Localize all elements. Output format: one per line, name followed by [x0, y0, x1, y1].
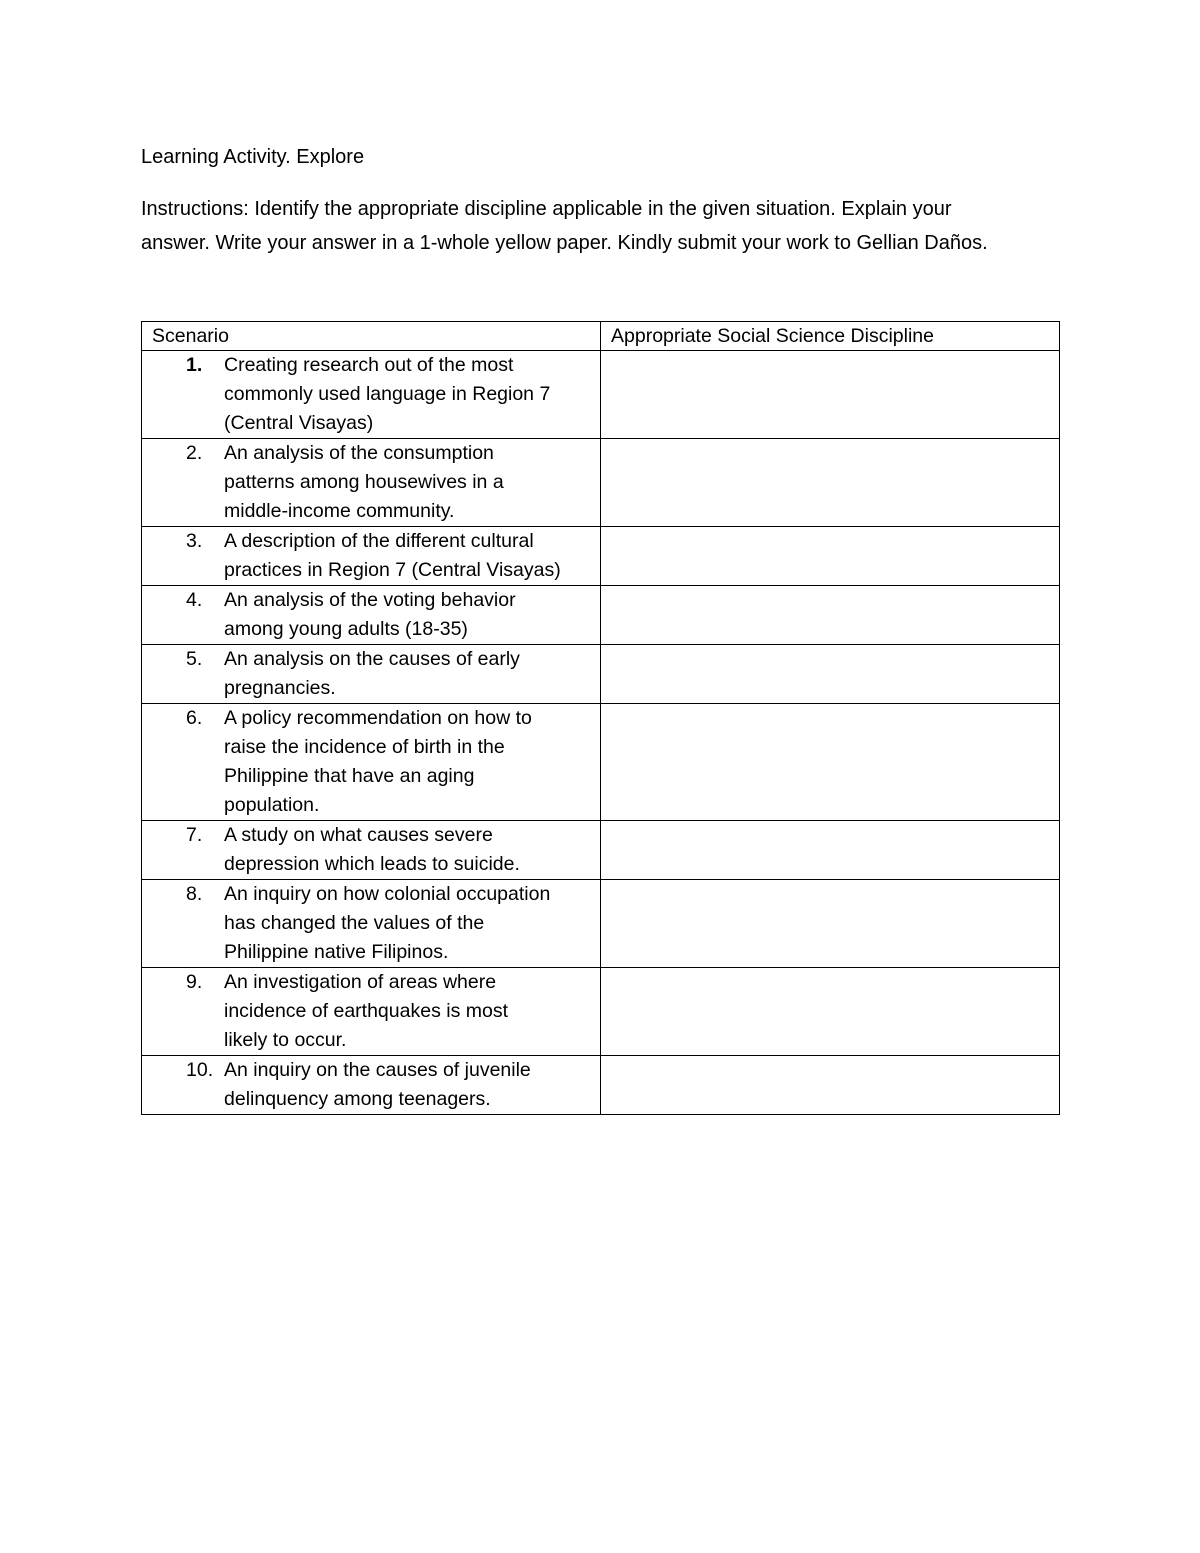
scenario-text: An inquiry on how colonial occupation [224, 883, 551, 905]
scenario-text: A study on what causes severe [224, 824, 493, 846]
scenario-text: incidence of earthquakes is most [224, 1000, 508, 1022]
scenario-text: Creating research out of the most [224, 354, 514, 376]
scenario-cell [142, 645, 601, 704]
discipline-answer-cell[interactable] [601, 1056, 1060, 1115]
scenario-text: A policy recommendation on how to [224, 707, 532, 729]
scenario-item-line [142, 380, 600, 409]
scenario-number: 10. [186, 1059, 214, 1081]
scenario-item-line [142, 556, 600, 585]
table-row [142, 821, 1060, 880]
scenario-cell [142, 527, 601, 586]
scenario-item-first-line [142, 645, 600, 674]
scenario-number: 3. [186, 530, 203, 552]
scenario-text: A description of the different cultural [224, 530, 534, 552]
table-row [142, 351, 1060, 439]
scenario-cell [142, 968, 601, 1056]
scenario-number-slot [142, 468, 224, 497]
scenario-text: delinquency among teenagers. [224, 1088, 491, 1110]
scenario-number-slot [142, 997, 224, 1026]
scenario-item-first-line [142, 1056, 600, 1085]
scenario-item-line [142, 762, 600, 791]
scenario-text: practices in Region 7 (Central Visayas) [224, 559, 561, 581]
scenario-text: An inquiry on the causes of juvenile [224, 1059, 531, 1081]
scenario-number-slot [142, 409, 224, 438]
scenario-number: 6. [186, 707, 203, 729]
scenario-number-slot [142, 704, 224, 733]
scenario-number-slot [142, 1056, 224, 1085]
table-row [142, 586, 1060, 645]
header-discipline: Appropriate Social Science Discipline [601, 322, 1060, 351]
scenario-item-first-line [142, 439, 600, 468]
scenario-item-line [142, 997, 600, 1026]
scenario-item-line [142, 909, 600, 938]
scenario-item-first-line [142, 527, 600, 556]
scenario-item-first-line [142, 968, 600, 997]
discipline-answer-cell[interactable] [601, 821, 1060, 880]
table-row [142, 968, 1060, 1056]
scenario-number: 4. [186, 589, 203, 611]
scenario-text: patterns among housewives in a [224, 471, 504, 493]
instructions-paragraph [141, 192, 1041, 260]
table-row [142, 527, 1060, 586]
scenario-item-line [142, 1085, 600, 1114]
discipline-answer-cell[interactable] [601, 351, 1060, 439]
scenario-text: middle-income community. [224, 500, 455, 522]
scenario-text: has changed the values of the [224, 912, 485, 934]
scenario-number-slot [142, 380, 224, 409]
table-row [142, 704, 1060, 821]
scenario-cell [142, 351, 601, 439]
instructions-line: answer. Write your answer in a 1-whole yellow paper. Kindly submit your work to Gellian Daños. [141, 232, 988, 254]
scenario-item-first-line [142, 704, 600, 733]
table-header-row [142, 322, 1060, 351]
scenario-text: commonly used language in Region 7 [224, 383, 551, 405]
scenario-item-first-line [142, 586, 600, 615]
scenario-text: raise the incidence of birth in the [224, 736, 505, 758]
scenario-number: 9. [186, 971, 203, 993]
scenario-text: Philippine that have an aging [224, 765, 475, 787]
table-row [142, 645, 1060, 704]
scenario-number: 8. [186, 883, 203, 905]
scenario-item-line [142, 1026, 600, 1055]
header-scenario: Scenario [142, 322, 601, 351]
activity-table [141, 321, 1060, 1115]
scenario-number-slot [142, 909, 224, 938]
scenario-number-slot [142, 762, 224, 791]
scenario-text: Philippine native Filipinos. [224, 941, 449, 963]
scenario-text: (Central Visayas) [224, 412, 374, 434]
scenario-text: An analysis on the causes of early [224, 648, 520, 670]
scenario-number: 7. [186, 824, 203, 846]
scenario-number-slot [142, 645, 224, 674]
scenario-number-slot [142, 674, 224, 703]
scenario-item-line [142, 409, 600, 438]
table-row [142, 880, 1060, 968]
scenario-text: population. [224, 794, 320, 816]
scenario-number-slot [142, 497, 224, 526]
scenario-cell [142, 439, 601, 527]
scenario-number-slot [142, 351, 224, 380]
scenario-number-slot [142, 938, 224, 967]
table-body [142, 351, 1060, 1115]
scenario-number-slot [142, 733, 224, 762]
instructions-line: Instructions: Identify the appropriate discipline applicable in the given situation. Explain your [141, 198, 952, 220]
scenario-number-slot [142, 586, 224, 615]
scenario-number-slot [142, 968, 224, 997]
scenario-text: pregnancies. [224, 677, 336, 699]
discipline-answer-cell[interactable] [601, 968, 1060, 1056]
scenario-number-slot [142, 1085, 224, 1114]
scenario-cell [142, 880, 601, 968]
scenario-number: 2. [186, 442, 203, 464]
table-row [142, 439, 1060, 527]
scenario-item-line [142, 850, 600, 879]
scenario-number: 1. [186, 354, 203, 376]
scenario-number-slot [142, 821, 224, 850]
scenario-number-slot [142, 439, 224, 468]
document-title: Learning Activity. Explore [141, 146, 365, 168]
scenario-cell [142, 1056, 601, 1115]
scenario-number-slot [142, 556, 224, 585]
scenario-item-line [142, 791, 600, 820]
scenario-text: depression which leads to suicide. [224, 853, 520, 875]
scenario-text: An analysis of the consumption [224, 442, 494, 464]
scenario-number-slot [142, 527, 224, 556]
scenario-item-line [142, 733, 600, 762]
scenario-number-slot [142, 791, 224, 820]
scenario-item-line [142, 674, 600, 703]
scenario-item-line [142, 497, 600, 526]
scenario-item-line [142, 615, 600, 644]
scenario-item-line [142, 938, 600, 967]
scenario-number-slot [142, 880, 224, 909]
table-row [142, 1056, 1060, 1115]
scenario-number-slot [142, 615, 224, 644]
discipline-answer-cell[interactable] [601, 704, 1060, 821]
discipline-answer-cell[interactable] [601, 645, 1060, 704]
discipline-answer-cell[interactable] [601, 880, 1060, 968]
discipline-answer-cell[interactable] [601, 527, 1060, 586]
scenario-text: An investigation of areas where [224, 971, 497, 993]
scenario-item-first-line [142, 351, 600, 380]
scenario-text: likely to occur. [224, 1029, 347, 1051]
discipline-answer-cell[interactable] [601, 586, 1060, 645]
scenario-cell [142, 704, 601, 821]
scenario-number-slot [142, 1026, 224, 1055]
scenario-text: An analysis of the voting behavior [224, 589, 516, 611]
scenario-item-first-line [142, 880, 600, 909]
scenario-item-first-line [142, 821, 600, 850]
scenario-number: 5. [186, 648, 203, 670]
discipline-answer-cell[interactable] [601, 439, 1060, 527]
scenario-cell [142, 821, 601, 880]
scenario-item-line [142, 468, 600, 497]
scenario-number-slot [142, 850, 224, 879]
scenario-cell [142, 586, 601, 645]
scenario-text: among young adults (18-35) [224, 618, 468, 640]
